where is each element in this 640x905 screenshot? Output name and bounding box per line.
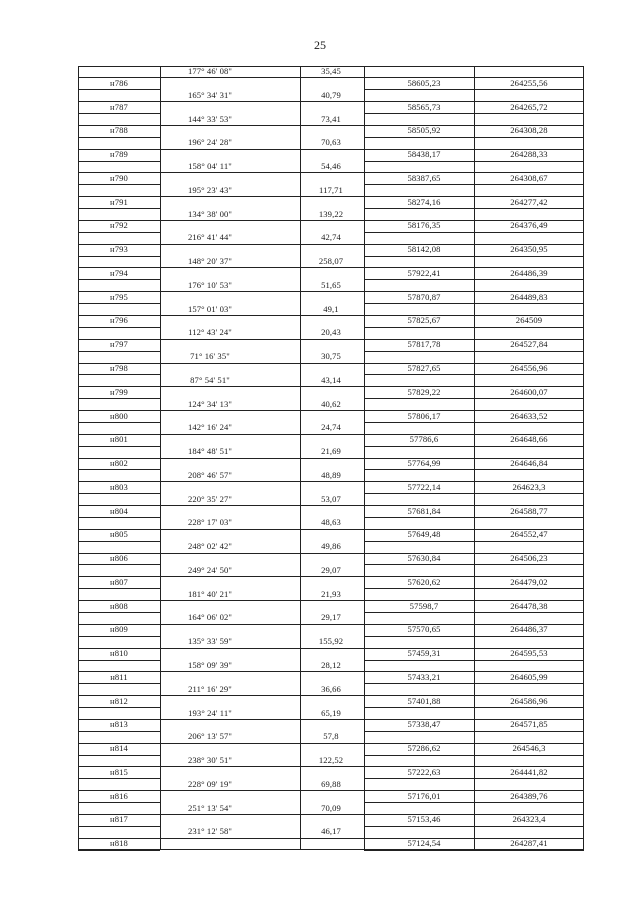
coordinate-rule: [364, 636, 584, 637]
point-name: н788: [110, 125, 128, 136]
point-y: 264489,83: [510, 291, 548, 302]
segment-angle: 208° 46' 57": [187, 469, 233, 480]
point-rule: [78, 446, 160, 447]
point-rule: [78, 374, 160, 375]
point-y: 264255,56: [510, 77, 548, 88]
point-rule: [78, 398, 160, 399]
segment-distance: 65,19: [321, 707, 341, 718]
segment-angle: 176° 10' 53": [187, 279, 233, 290]
point-name: н801: [110, 434, 128, 445]
coordinate-rule: [364, 814, 584, 815]
point-y: 264265,72: [510, 101, 548, 112]
coordinate-rule: [364, 351, 584, 352]
point-rule: [78, 256, 160, 257]
point-x: 57570,65: [407, 624, 441, 635]
segment-distance: 24,74: [321, 422, 341, 433]
segment-distance: 40,79: [321, 89, 341, 100]
point-rule: [78, 184, 160, 185]
point-rule: [78, 493, 160, 494]
coordinate-rule: [364, 671, 584, 672]
segment-distance: 29,07: [321, 564, 341, 575]
point-y: 264376,49: [510, 220, 548, 231]
point-name: н794: [110, 267, 128, 278]
coordinate-rule: [364, 398, 584, 399]
coordinate-rule: [364, 541, 584, 542]
point-name: н806: [110, 553, 128, 564]
coordinate-rule: [364, 850, 584, 851]
point-x: 58605,23: [407, 77, 441, 88]
coordinate-rule: [364, 826, 584, 827]
segment-distance: 40,62: [321, 398, 341, 409]
point-y: 264527,84: [510, 339, 548, 350]
point-x: 57598,7: [409, 600, 439, 611]
coordinate-rule: [364, 137, 584, 138]
coordinate-rule: [364, 374, 584, 375]
coordinate-rule: [364, 695, 584, 696]
point-y: 264648,66: [510, 434, 548, 445]
segment-angle: 206° 13' 57": [187, 731, 233, 742]
point-name: н790: [110, 172, 128, 183]
coordinate-rule: [364, 707, 584, 708]
point-rule: [78, 89, 160, 90]
point-x: 58274,16: [407, 196, 441, 207]
segment-distance: 42,74: [321, 232, 341, 243]
point-rule: [78, 327, 160, 328]
point-name: н809: [110, 624, 128, 635]
point-y: 264595,53: [510, 648, 548, 659]
point-name: н789: [110, 149, 128, 160]
point-name: н786: [110, 77, 128, 88]
coordinate-rule: [364, 315, 584, 316]
segment-angle: 193° 24' 11": [188, 707, 232, 718]
coordinate-rule: [364, 517, 584, 518]
coordinate-rule: [364, 410, 584, 411]
segment-angle: 238° 30' 51": [187, 755, 233, 766]
point-name: н810: [110, 648, 128, 659]
segment-angle: 231° 12' 58": [187, 826, 233, 837]
point-name: н814: [110, 743, 128, 754]
point-name: н791: [110, 196, 128, 207]
segment-distance: 73,41: [321, 113, 341, 124]
segment-distance: 53,07: [321, 493, 341, 504]
point-name: н795: [110, 291, 128, 302]
coordinate-rule: [364, 113, 584, 114]
coordinate-rule: [364, 339, 584, 340]
segment-distance: 49,86: [321, 541, 341, 552]
coordinate-rule: [364, 446, 584, 447]
point-x: 57827,65: [407, 363, 441, 373]
point-x: 57681,84: [407, 505, 441, 516]
point-y: 264605,99: [510, 671, 548, 682]
point-name: н812: [110, 695, 128, 706]
segment-distance: 49,1: [323, 303, 339, 314]
point-y: 264389,76: [510, 790, 548, 801]
coordinate-rule: [364, 778, 584, 779]
point-x: 57459,31: [407, 648, 441, 659]
point-y: 264486,39: [510, 267, 548, 278]
coordinate-rule: [364, 469, 584, 470]
point-name: н815: [110, 766, 128, 777]
segment-distance: 36,66: [321, 683, 341, 694]
coordinate-rule: [364, 363, 584, 364]
point-name: н807: [110, 576, 128, 587]
point-name: н797: [110, 339, 128, 350]
point-x: 57620,62: [407, 576, 441, 587]
point-x: 57222,63: [407, 766, 441, 777]
point-x: 58565,73: [407, 101, 441, 112]
point-x: 58387,65: [407, 172, 441, 183]
coordinate-rule: [364, 422, 584, 423]
coordinate-rule: [364, 101, 584, 102]
point-x: 57286,62: [407, 743, 441, 754]
point-y: 264308,28: [510, 125, 548, 136]
coordinate-rule: [364, 576, 584, 577]
point-y: 264633,52: [510, 410, 548, 421]
point-rule: [78, 588, 160, 589]
point-y: 264646,84: [510, 458, 548, 469]
point-y: 264623,3: [512, 481, 546, 492]
point-y: 264600,07: [510, 386, 548, 397]
point-name: н808: [110, 600, 128, 611]
coordinate-rule: [364, 256, 584, 257]
coordinate-rule: [364, 719, 584, 720]
segment-angle: 195° 23' 43": [187, 184, 233, 195]
coordinate-rule: [364, 529, 584, 530]
point-y: 264486,37: [510, 624, 548, 635]
segment-angle: 211° 16' 29": [188, 683, 232, 694]
point-y: 264588,77: [510, 505, 548, 516]
segment-angle: 164° 06' 02": [187, 612, 233, 623]
coordinate-rule: [364, 624, 584, 625]
coordinate-rule: [364, 838, 584, 839]
point-rule: [78, 351, 160, 352]
point-x: 57176,01: [407, 790, 441, 801]
coordinate-rule: [364, 291, 584, 292]
segment-distance: 46,17: [321, 826, 341, 837]
point-y: 264552,47: [510, 529, 548, 540]
point-y: 264509: [515, 315, 543, 326]
coordinate-rule: [364, 220, 584, 221]
point-rule: [78, 564, 160, 565]
point-name: н800: [110, 410, 128, 421]
point-rule: [78, 517, 160, 518]
point-y: 264323,4: [512, 814, 546, 825]
point-name: н813: [110, 719, 128, 730]
point-name: н804: [110, 505, 128, 516]
point-rule: [78, 279, 160, 280]
segment-distance: 70,63: [321, 137, 341, 148]
coordinate-rule: [364, 434, 584, 435]
point-x: 57649,48: [407, 529, 441, 540]
point-rule: [78, 778, 160, 779]
point-name: н803: [110, 481, 128, 492]
point-x: 57630,84: [407, 553, 441, 564]
segment-distance: 21,93: [321, 588, 341, 599]
segment-angle: 248° 02' 42": [187, 541, 233, 552]
coordinate-rule: [364, 161, 584, 162]
coordinate-rule: [364, 279, 584, 280]
point-x: 57722,14: [407, 481, 441, 492]
point-name: н787: [110, 101, 128, 112]
segment-distance: 48,89: [321, 469, 341, 480]
segment-distance: 43,14: [321, 374, 341, 385]
segment-distance: 21,69: [321, 446, 341, 457]
segment-angle: 249° 24' 50": [187, 564, 233, 575]
point-x: 57433,21: [407, 671, 441, 682]
point-name: н792: [110, 220, 128, 231]
segment-distance: 29,17: [321, 612, 341, 623]
point-x: 57922,41: [407, 267, 441, 278]
segment-angle: 181° 40' 21": [187, 588, 233, 599]
point-name: н811: [110, 671, 128, 682]
point-x: 58176,35: [407, 220, 441, 231]
segment-distance: 155,92: [318, 636, 344, 647]
point-name: н793: [110, 244, 128, 255]
segment-angle: 220° 35' 27": [187, 493, 233, 504]
point-name: н817: [110, 814, 128, 825]
segment-distance: 20,43: [321, 327, 341, 338]
segment-angle: 165° 34' 31": [187, 89, 233, 100]
segment-distance: 48,63: [321, 517, 341, 528]
point-rule: [78, 731, 160, 732]
point-x: 57825,67: [407, 315, 441, 326]
point-rule: [78, 137, 160, 138]
point-y: 264556,96: [510, 363, 548, 373]
segment-angle: 112° 43' 24": [188, 327, 232, 338]
point-y: 264479,02: [510, 576, 548, 587]
segment-angle: 196° 24' 28": [187, 137, 233, 148]
page-number: 25: [314, 38, 326, 52]
segment-distance: 69,88: [321, 778, 341, 789]
point-x: 57153,46: [407, 814, 441, 825]
point-y: 264308,67: [510, 172, 548, 183]
point-x: 57401,88: [407, 695, 441, 706]
coordinate-rule: [364, 660, 584, 661]
point-y: 264506,23: [510, 553, 548, 564]
coordinate-rule: [364, 648, 584, 649]
point-x: 57817,78: [407, 339, 441, 350]
segment-angle: 87° 54' 51": [190, 374, 230, 385]
point-rule: [78, 208, 160, 209]
segment-distance: 70,09: [321, 802, 341, 813]
coordinate-rule: [364, 731, 584, 732]
point-x: 58438,17: [407, 149, 441, 160]
point-y: 264288,33: [510, 149, 548, 160]
coordinate-rule: [364, 493, 584, 494]
point-rule: [78, 612, 160, 613]
segment-distance: 122,52: [318, 755, 344, 766]
point-y: 264546,3: [512, 743, 546, 754]
point-y: 264478,38: [510, 600, 548, 611]
coordinate-rule: [364, 327, 584, 328]
point-rule: [78, 755, 160, 756]
segment-angle: 134° 38' 00": [187, 208, 233, 219]
segment-angle: 142° 16' 24": [187, 422, 233, 433]
point-x: 57764,99: [407, 458, 441, 469]
coordinate-rule: [364, 208, 584, 209]
coordinate-rule: [364, 172, 584, 173]
segment-angle: 228° 17' 03": [187, 517, 233, 528]
coordinate-rule: [364, 481, 584, 482]
coordinate-rule: [364, 600, 584, 601]
point-rule: [78, 422, 160, 423]
segment-distance: 30,75: [321, 351, 341, 362]
point-name: н805: [110, 529, 128, 540]
segment-distance: 51,65: [321, 279, 341, 290]
point-rule: [78, 636, 160, 637]
coordinate-rule: [364, 588, 584, 589]
coordinate-rule: [364, 149, 584, 150]
coordinate-rule: [364, 267, 584, 268]
point-rule: [78, 541, 160, 542]
coordinate-rule: [364, 755, 584, 756]
coordinate-rule: [364, 184, 584, 185]
segment-angle: 251° 13' 54": [187, 802, 233, 813]
coordinate-rule: [364, 612, 584, 613]
point-rule: [78, 826, 160, 827]
point-x: 58505,92: [407, 125, 441, 136]
coordinate-rule: [364, 386, 584, 387]
segment-distance: 139,22: [318, 208, 344, 219]
point-x: 57870,87: [407, 291, 441, 302]
segment-angle: 144° 33' 53": [187, 113, 233, 124]
segment-distance: 258,07: [318, 256, 344, 267]
coordinate-rule: [364, 743, 584, 744]
point-name: н799: [110, 386, 128, 397]
point-y: 264586,96: [510, 695, 548, 706]
boundary-coordinates-table: [78, 66, 584, 850]
segment-angle: 177° 46' 08": [187, 66, 233, 76]
point-y: 264277,42: [510, 196, 548, 207]
point-rule: [78, 113, 160, 114]
segment-distance: 57,8: [323, 731, 339, 742]
coordinate-rule: [364, 89, 584, 90]
coordinate-rule: [364, 505, 584, 506]
segment-distance: 35,45: [321, 66, 341, 76]
coordinate-rule: [364, 564, 584, 565]
point-rule: [78, 850, 160, 851]
segment-angle: 184° 48' 51": [187, 446, 233, 457]
point-rule: [78, 232, 160, 233]
point-name: н818: [110, 838, 128, 849]
segment-angle: 148° 20' 37": [187, 256, 233, 267]
point-y: 264350,95: [510, 244, 548, 255]
point-x: 57786,6: [409, 434, 439, 445]
segment-angle: 135° 33' 59": [187, 636, 233, 647]
coordinate-rule: [364, 244, 584, 245]
segment-angle: 71° 16' 35": [190, 351, 230, 362]
point-x: 57829,22: [407, 386, 441, 397]
point-x: 57124,54: [407, 838, 441, 849]
point-name: н796: [110, 315, 128, 326]
point-y: 264287,41: [510, 838, 548, 849]
point-x: 58142,08: [407, 244, 441, 255]
coordinate-rule: [364, 303, 584, 304]
segment-distance: 117,71: [319, 184, 343, 195]
point-rule: [78, 802, 160, 803]
coordinate-rule: [364, 125, 584, 126]
segment-angle: 158° 09' 39": [187, 660, 233, 670]
point-rule: [78, 707, 160, 708]
segment-distance: 28,12: [321, 660, 341, 670]
point-name: н816: [110, 790, 128, 801]
point-x: 57806,17: [407, 410, 441, 421]
point-rule: [78, 303, 160, 304]
coordinate-rule: [364, 802, 584, 803]
point-rule: [78, 469, 160, 470]
segment-angle: 157° 01' 03": [187, 303, 233, 314]
point-rule: [78, 161, 160, 162]
coordinate-rule: [364, 196, 584, 197]
coordinate-rule: [364, 790, 584, 791]
point-x: 57338,47: [407, 719, 441, 730]
coordinate-rule: [364, 458, 584, 459]
point-rule: [78, 683, 160, 684]
point-rule: [78, 660, 160, 661]
point-y: 264571,85: [510, 719, 548, 730]
coordinate-rule: [364, 683, 584, 684]
segment-angle: 158° 04' 11": [188, 161, 232, 172]
coordinate-rule: [364, 77, 584, 78]
point-name: н798: [110, 363, 128, 373]
coordinate-rule: [364, 553, 584, 554]
coordinate-rule: [364, 766, 584, 767]
point-name: н802: [110, 458, 128, 469]
segment-angle: 124° 34' 13": [187, 398, 233, 409]
segment-angle: 228° 09' 19": [187, 778, 233, 789]
segment-distance: 54,46: [321, 161, 341, 172]
segment-angle: 216° 41' 44": [187, 232, 233, 243]
point-y: 264441,82: [510, 766, 548, 777]
coordinate-rule: [364, 232, 584, 233]
